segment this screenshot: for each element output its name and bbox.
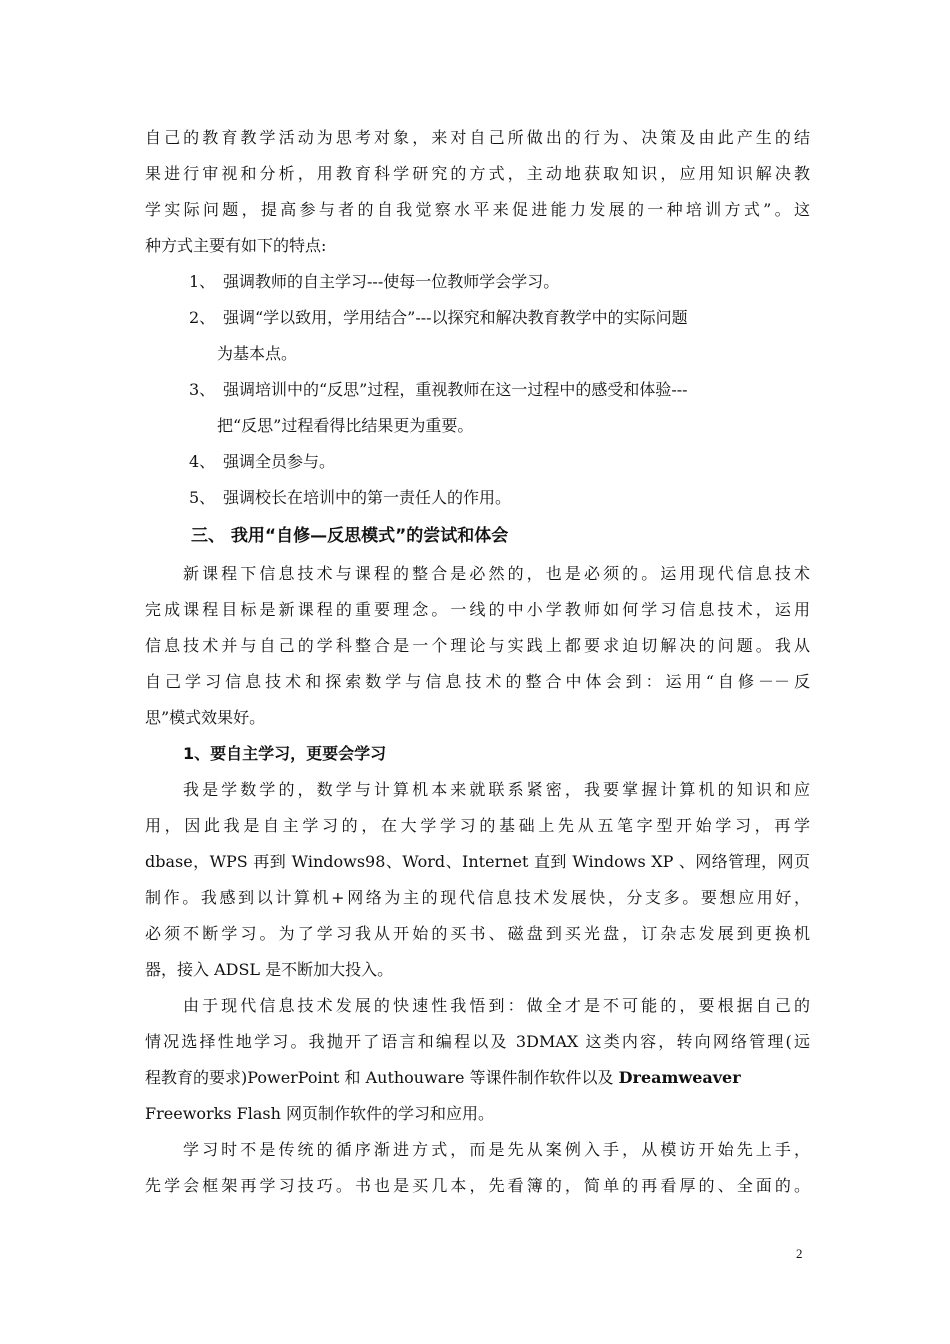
paragraph-line: 情况选择性地学习。我抛开了语言和编程以及 3DMAX 这类内容，转向网络管理(远 [145,1032,810,1051]
feature-number: 4、 [189,452,216,471]
paragraph-line: 由于现代信息技术发展的快速性我悟到：做全才是不可能的，要根据自己的 [183,996,810,1015]
paragraph-line [145,1060,810,1096]
software-name-bold: Dreamweaver [618,1068,741,1087]
intro-line-3: 学实际问题，提高参与者的自我觉察水平来促进能力发展的一种培训方式”。这 [145,200,810,219]
paragraph-line: 完成课程目标是新课程的重要理念。一线的中小学教师如何学习信息技术，运用 [145,600,810,619]
feature-number: 5、 [189,488,216,507]
page-number: 2 [796,1246,803,1261]
paragraph-line: 新课程下信息技术与课程的整合是必然的，也是必须的。运用现代信息技术 [183,564,810,583]
paragraph-line: dbase，WPS 再到 Windows98、Word、Internet 直到 Windows XP 、网络管理，网页 [145,852,810,871]
paragraph-line: 自己学习信息技术和探索数学与信息技术的整合中体会到：运用“自修－－反 [145,672,810,691]
feature-text: 强调教师的自主学习---使每一位教师学会学习。 [223,272,560,291]
paragraph-line: 必须不断学习。为了学习我从开始的买书、磁盘到买光盘，订杂志发展到更换机 [145,924,810,943]
feature-item-4 [145,444,810,480]
paragraph-line: 我是学数学的，数学与计算机本来就联系紧密，我要掌握计算机的知识和应 [183,780,810,799]
paragraph-text: 程教育的要求)PowerPoint 和 Authouware 等课件制作软件以及 [145,1068,619,1087]
paragraph-line: 先学会框架再学习技巧。书也是买几本，先看簿的，简单的再看厚的、全面的。 [145,1176,810,1195]
feature-text: 强调校长在培训中的第一责任人的作用。 [223,488,512,507]
feature-number: 1、 [189,272,216,291]
paragraph-line: 制作。我感到以计算机+网络为主的现代信息技术发展快，分支多。要想应用好， [145,888,810,907]
paragraph-line: 用，因此我是自主学习的，在大学学习的基础上先从五笔字型开始学习，再学 [145,816,810,835]
subsection-heading: 1、要自主学习，更要会学习 [183,744,387,763]
paragraph-line: 器，接入 ADSL 是不断加大投入。 [145,960,394,979]
feature-item-5 [145,480,810,516]
intro-line-2: 果进行审视和分析，用教育科学研究的方式，主动地获取知识，应用知识解决教 [145,164,810,183]
feature-text: 强调培训中的“反思”过程，重视教师在这一过程中的感受和体验--- [223,380,688,399]
intro-line-1: 自己的教育教学活动为思考对象，来对自己所做出的行为、决策及由此产生的结 [145,128,810,147]
feature-number: 2、 [189,308,216,327]
section-heading: 三、 我用“自修—反思模式”的尝试和体会 [191,526,509,546]
feature-text: 强调“学以致用，学用结合”---以探究和解决教育教学中的实际问题 [223,308,688,327]
paragraph-line: 学习时不是传统的循序渐进方式，而是先从案例入手，从模访开始先上手， [183,1140,810,1159]
paragraph-line: Freeworks Flash 网页制作软件的学习和应用。 [145,1104,495,1123]
paragraph-line: 信息技术并与自己的学科整合是一个理论与实践上都要求迫切解决的问题。我从 [145,636,810,655]
feature-item-2 [145,300,810,336]
page-content [145,120,810,1204]
intro-line-4: 种方式主要有如下的特点: [145,236,327,255]
feature-text: 强调全员参与。 [223,452,336,471]
feature-item-3 [145,372,810,408]
feature-item-3-continued: 把“反思”过程看得比结果更为重要。 [217,416,474,435]
feature-item-1 [145,264,810,300]
feature-number: 3、 [189,380,216,399]
feature-item-2-continued: 为基本点。 [217,344,298,363]
paragraph-line: 思”模式效果好。 [145,708,266,727]
